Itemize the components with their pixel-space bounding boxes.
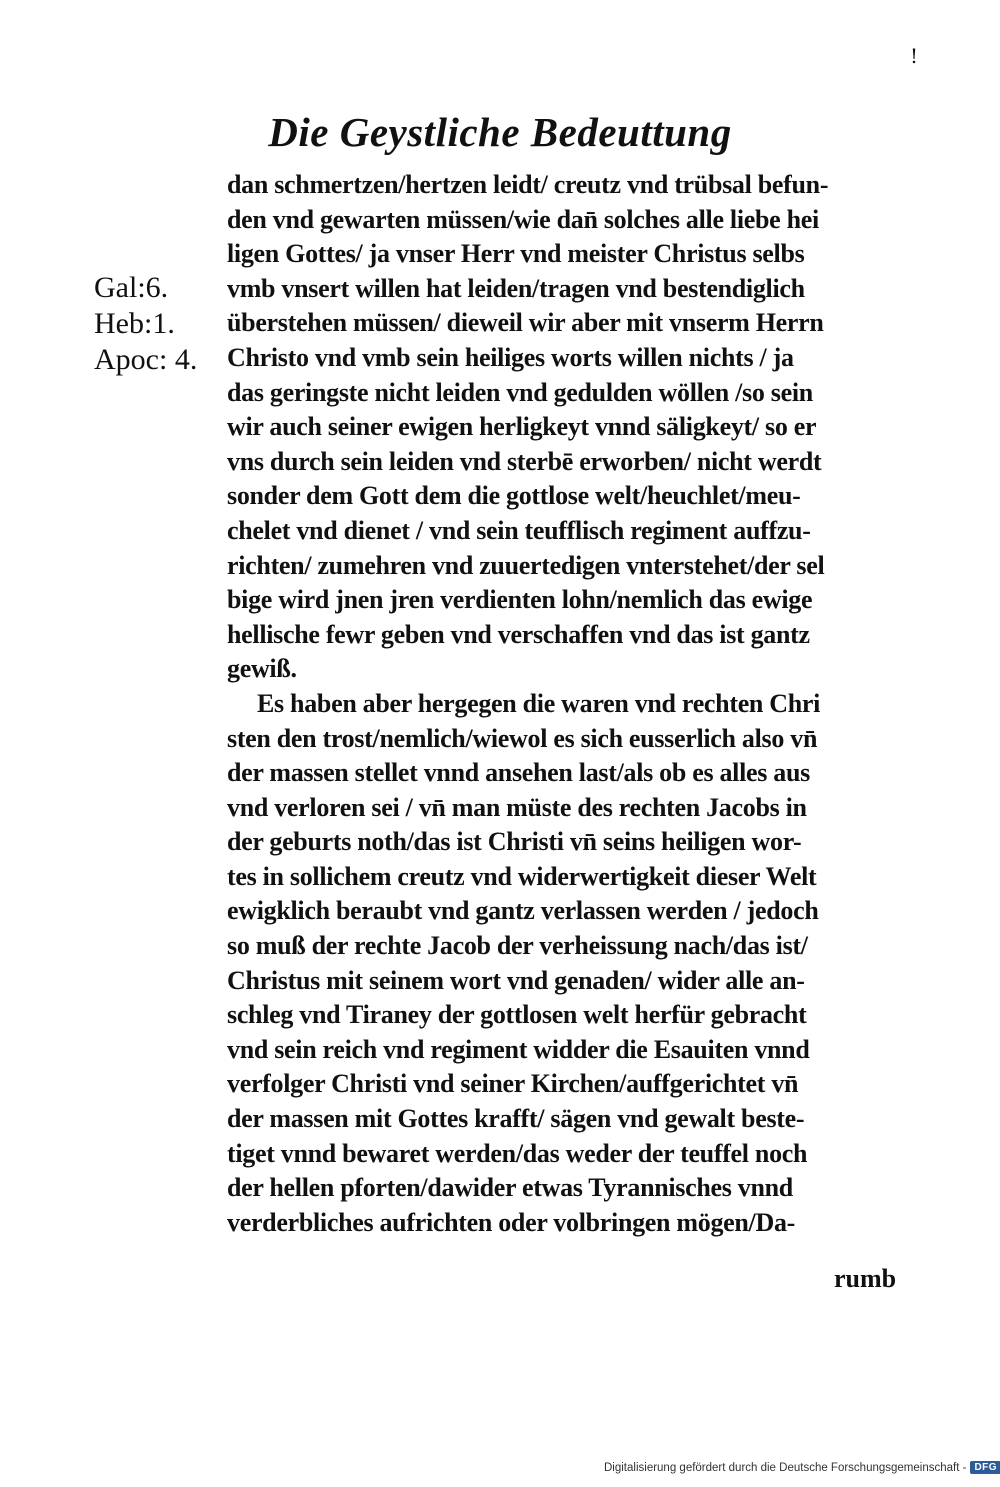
text-line: so muß der rechte Jacob der verheissung nach/das ist/ (227, 931, 808, 961)
text-line: überstehen müssen/ dieweil wir aber mit vnserm Herrn (227, 308, 824, 338)
text-line: vnd sein reich vnd regiment widder die Esauiten vnnd (227, 1034, 810, 1064)
footer-text: Digitalisierung gefördert durch die Deutsche Forschungsgemeinschaft - (604, 1461, 967, 1474)
text-line: Christus mit seinem wort vnd genaden/ wider alle an- (227, 965, 805, 995)
running-head: Die Geystliche Bedeuttung (268, 109, 732, 155)
text-line: sten den trost/nemlich/wiewol es sich eusserlich also vn̄ (227, 723, 818, 753)
page-mark: ! (910, 44, 919, 68)
text-line: verfolger Christi vnd seiner Kirchen/auffgerichtet vn̄ (227, 1069, 799, 1099)
text-line: richten/ zumehren vnd zuuertedigen vnterstehet/der sel (227, 550, 825, 580)
text-line: hellische fewr geben vnd verschaffen vnd das ist gantz (227, 619, 810, 649)
text-line: das geringste nicht leiden vnd gedulden wöllen /so sein (227, 377, 813, 407)
margin-note: Apoc: 4. (94, 343, 198, 376)
text-line: der geburts noth/das ist Christi vn̄ seins heiligen wor- (227, 827, 802, 857)
text-line: vns durch sein leiden vnd sterbē erworben/ nicht werdt (227, 446, 822, 476)
dfg-logo-icon: DFG (970, 1461, 1000, 1474)
margin-note: Gal:6. (94, 271, 169, 304)
body-text (227, 168, 947, 1240)
text-line: sonder dem Gott dem die gottlose welt/heuchlet/meu- (227, 481, 801, 511)
digitization-footer (604, 1461, 1000, 1474)
text-line: gewiß. (227, 654, 297, 684)
text-line: vnd verloren sei / vn̄ man müste des rechten Jacobs in (227, 792, 807, 822)
margin-note: Heb:1. (94, 307, 175, 340)
text-line: tiget vnnd bewaret werden/das weder der teuffel noch (227, 1138, 808, 1168)
text-line: der massen stellet vnnd ansehen last/als ob es alles aus (227, 758, 810, 788)
paragraph-start-line: Es haben aber hergegen die waren vnd rechten Chri (257, 688, 821, 718)
text-line: schleg vnd Tiraney der gottlosen welt herfür gebracht (227, 1000, 807, 1030)
text-line: vmb vnsert willen hat leiden/tragen vnd bestendiglich (227, 273, 805, 303)
text-line: Christo vnd vmb sein heiliges worts willen nichts / ja (227, 342, 794, 372)
text-line: bige wird jnen jren verdienten lohn/nemlich das ewige (227, 585, 813, 615)
text-line: verderbliches aufrichten oder volbringen mögen/Da- (227, 1207, 796, 1237)
text-line: chelet vnd dienet / vnd sein teufflisch regiment auffzu- (227, 515, 811, 545)
text-line: der hellen pforten/dawider etwas Tyrannisches vnnd (227, 1173, 793, 1203)
text-line: tes in sollichem creutz vnd widerwertigkeit dieser Welt (227, 861, 817, 891)
text-line: ewigklich beraubt vnd gantz verlassen werden / jedoch (227, 896, 819, 926)
text-line: der massen mit Gottes krafft/ sägen vnd gewalt beste- (227, 1104, 805, 1134)
catchword: rumb (834, 1264, 897, 1293)
text-line: ligen Gottes/ ja vnser Herr vnd meister Christus selbs (227, 239, 805, 269)
text-line: den vnd gewarten müssen/wie dan̄ solches alle liebe hei (227, 204, 819, 234)
text-line: dan schmertzen/hertzen leidt/ creutz vnd trübsal befun- (227, 170, 829, 199)
text-line: wir auch seiner ewigen herligkeyt vnnd säligkeyt/ so er (227, 412, 817, 442)
